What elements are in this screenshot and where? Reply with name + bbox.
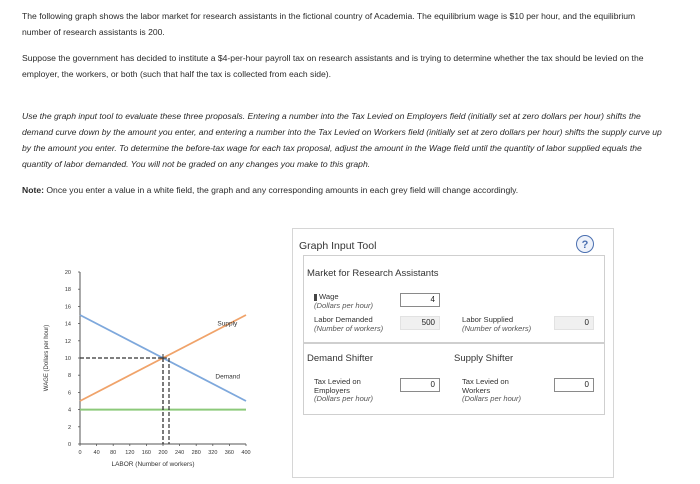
tax-employers-field[interactable]: 0 [400, 378, 440, 392]
y-tick-label: 12 [64, 338, 71, 345]
y-tick-label: 10 [64, 356, 71, 362]
tax-workers-unit: (Dollars per hour) [462, 394, 522, 403]
y-tick-label: 20 [64, 270, 71, 276]
tax-workers-label: Tax Levied on Workers (Dollars per hour) [462, 377, 522, 403]
wage-marker-icon [314, 294, 317, 301]
labor-supplied-unit: (Number of workers) [462, 323, 532, 333]
y-axis-label: WAGE (Dollars per hour) [44, 324, 50, 392]
x-axis-label: LABOR (Number of workers) [111, 461, 195, 468]
note-text: Once you enter a value in a white field, the graph and any corresponding amounts in each grey field will change accordingly. [43, 185, 519, 195]
x-tick-label: 320 [208, 450, 218, 456]
x-tick-label: 200 [158, 450, 168, 456]
y-tick-label: 2 [67, 424, 71, 431]
y-tick-label: 4 [67, 407, 71, 414]
x-tick-label: 360 [224, 450, 234, 456]
graph-input-tool [292, 228, 614, 478]
help-icon[interactable]: ? [576, 235, 594, 253]
tax-employers-label: Tax Levied on Employers (Dollars per hour) [314, 377, 374, 403]
wage-label: Wage (Dollars per hour) [314, 292, 374, 310]
note-label: Note: [22, 185, 44, 195]
x-tick-label: 240 [175, 450, 185, 456]
instructions-paragraph: Use the graph input tool to evaluate these three proposals. Entering a number into the Tax Levied on Employers field (initially set at zero dollars per hour) shifts the demand curve down by the amount you enter, and entering a number into the Tax Levied on Workers field (initially set at zero dollars per hour) shifts the supply curve up by the amount you enter. To determine the before-tax wage for each tax proposal, adjust the amount in the Wage field until the quantity of labor supplied equals the quantity of labor demanded. You will not be graded on any changes you make to this graph. [22, 111, 662, 169]
wage-unit: (Dollars per hour) [314, 300, 374, 310]
demand-shifter-title: Demand Shifter [307, 353, 374, 364]
y-tick-label: 0 [67, 442, 71, 448]
tool-title: Graph Input Tool [299, 240, 377, 252]
y-tick-label: 16 [64, 304, 71, 311]
y-tick-label: 18 [64, 287, 71, 294]
wage-field[interactable]: 4 [400, 293, 440, 307]
labor-demanded-label: Labor Demanded (Number of workers) [314, 315, 384, 333]
x-tick-label: 40 [93, 450, 100, 456]
tax-employers-unit: (Dollars per hour) [314, 394, 374, 403]
x-tick-label: 80 [110, 450, 117, 456]
labor-demanded-field: 500 [400, 316, 440, 330]
labor-supplied-label: Labor Supplied (Number of workers) [462, 315, 532, 333]
intro-paragraph-2: Suppose the government has decided to institute a $4-per-hour payroll tax on research assistants and is trying to determine whether the tax should be levied on the employer, the workers, or both (such that half the tax is collected from each side). [22, 53, 644, 79]
labor-market-graph[interactable] [38, 262, 278, 472]
demand-label: Demand [215, 373, 240, 381]
x-tick-label: 280 [191, 450, 201, 456]
y-tick-label: 8 [67, 373, 71, 380]
supply-shifter-title: Supply Shifter [454, 353, 514, 364]
market-title: Market for Research Assistants [307, 268, 439, 279]
x-tick-label: 160 [141, 450, 151, 456]
note-paragraph [22, 182, 662, 198]
x-tick-label: 400 [241, 450, 251, 456]
y-tick-label: 6 [67, 390, 71, 397]
supply-label: Supply [217, 320, 238, 328]
labor-supplied-field: 0 [554, 316, 594, 330]
x-tick-label: 120 [125, 450, 135, 456]
tax-workers-field[interactable]: 0 [554, 378, 594, 392]
x-tick-label: 0 [78, 450, 82, 456]
y-tick-label: 14 [64, 321, 71, 328]
intro-paragraph-1: The following graph shows the labor market for research assistants in the fictional country of Academia. The equilibrium wage is $10 per hour, and the equilibrium number of research assistants is 200. [22, 11, 636, 37]
labor-demanded-unit: (Number of workers) [314, 323, 384, 333]
shifter-section [303, 343, 605, 415]
market-section [303, 255, 605, 343]
